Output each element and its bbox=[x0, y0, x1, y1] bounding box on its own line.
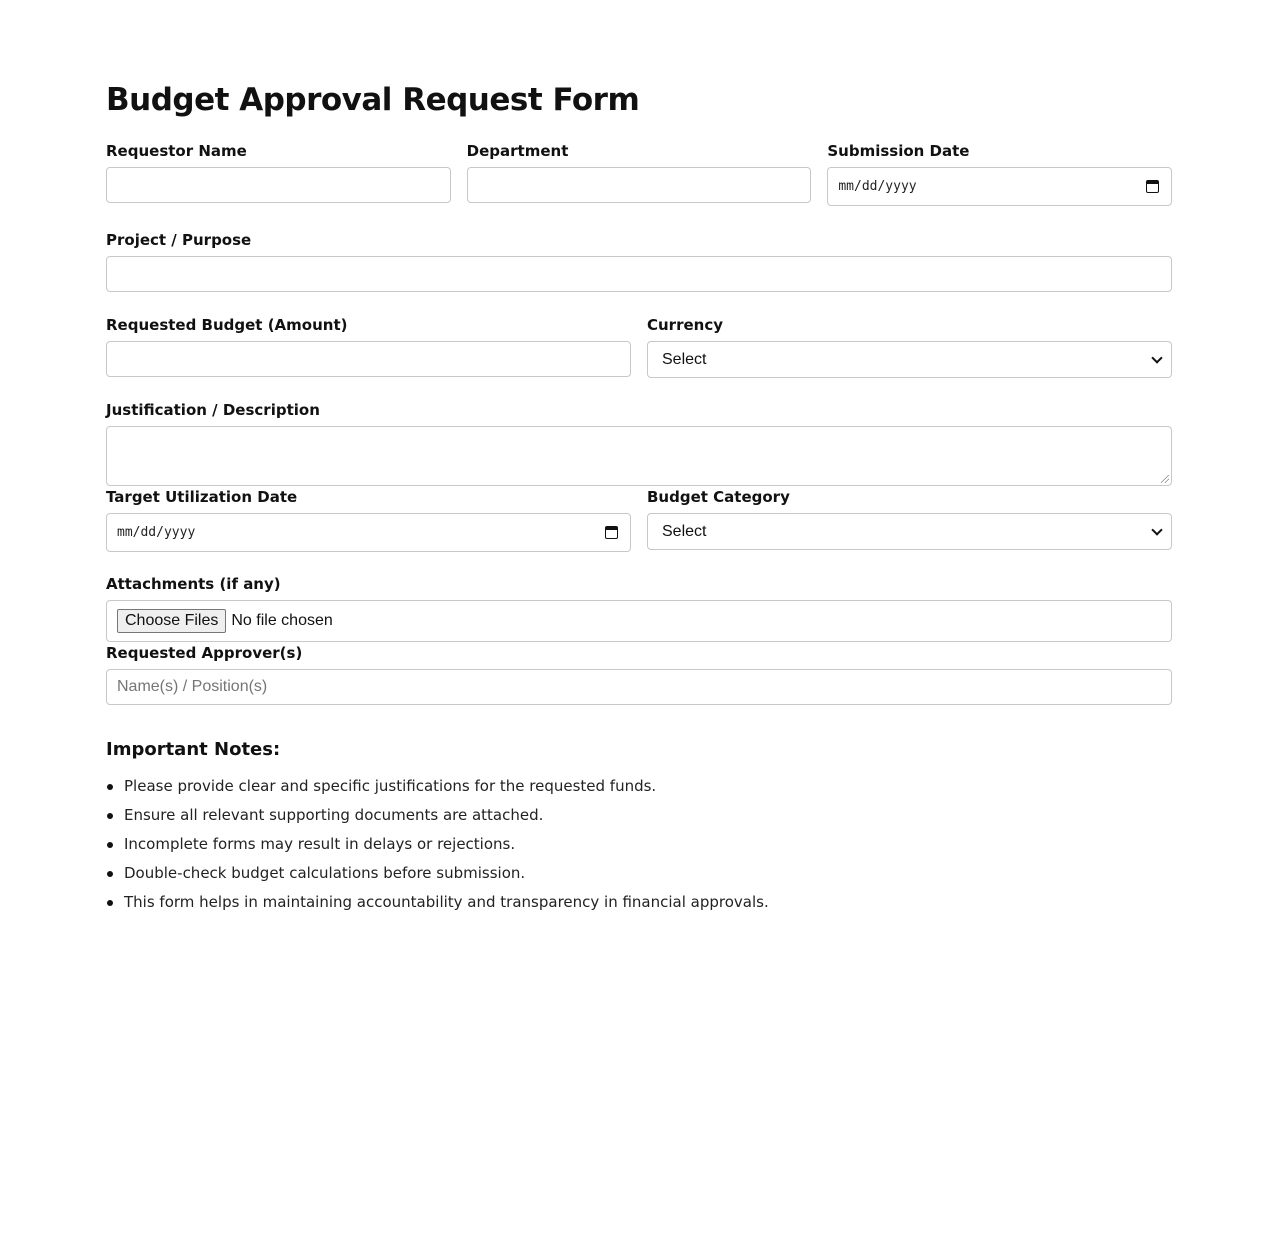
notes-section bbox=[106, 738, 1172, 917]
row-justification bbox=[106, 400, 1172, 486]
submission-date-label: Submission Date bbox=[827, 142, 970, 160]
list-item: This form helps in maintaining accountability and transparency in financial approvals. bbox=[106, 888, 1172, 917]
budget-approval-form bbox=[106, 80, 1172, 917]
target-date-value: mm/dd/yyyy bbox=[117, 525, 196, 540]
project-group bbox=[106, 230, 1172, 292]
budget-category-group bbox=[647, 487, 1172, 552]
budget-category-select[interactable] bbox=[647, 513, 1172, 550]
row-requestor-info bbox=[106, 141, 1172, 206]
department-group bbox=[467, 141, 812, 206]
project-label: Project / Purpose bbox=[106, 231, 252, 249]
attachments-label: Attachments (if any) bbox=[106, 575, 281, 593]
currency-label: Currency bbox=[647, 316, 724, 334]
row-attachments bbox=[106, 574, 1172, 642]
page-title: Budget Approval Request Form bbox=[106, 82, 640, 118]
currency-group bbox=[647, 315, 1172, 378]
budget-amount-group bbox=[106, 315, 631, 378]
currency-select[interactable] bbox=[647, 341, 1172, 378]
target-date-label: Target Utilization Date bbox=[106, 488, 298, 506]
target-date-input[interactable] bbox=[106, 513, 631, 552]
target-date-group bbox=[106, 487, 631, 552]
requestor-name-input[interactable] bbox=[106, 167, 451, 203]
attachments-group bbox=[106, 574, 1172, 642]
chevron-down-icon bbox=[1151, 524, 1162, 535]
submission-date-group bbox=[827, 141, 1172, 206]
currency-selected-value: Select bbox=[662, 350, 707, 368]
budget-amount-input[interactable] bbox=[106, 341, 631, 377]
row-budget bbox=[106, 315, 1172, 378]
notes-list bbox=[106, 772, 1172, 917]
justification-group bbox=[106, 400, 1172, 486]
list-item: Please provide clear and specific justifications for the requested funds. bbox=[106, 772, 1172, 801]
approvers-input[interactable] bbox=[106, 669, 1172, 705]
budget-category-selected-value: Select bbox=[662, 522, 707, 540]
list-item: Double-check budget calculations before submission. bbox=[106, 859, 1172, 888]
calendar-icon[interactable] bbox=[1146, 180, 1159, 193]
justification-label: Justification / Description bbox=[106, 401, 320, 419]
notes-heading: Important Notes: bbox=[106, 739, 281, 760]
justification-textarea[interactable] bbox=[106, 426, 1172, 486]
department-label: Department bbox=[466, 142, 569, 160]
approvers-label: Requested Approver(s) bbox=[106, 644, 303, 662]
chevron-down-icon bbox=[1151, 352, 1162, 363]
budget-category-label: Budget Category bbox=[647, 488, 790, 506]
row-project bbox=[106, 230, 1172, 292]
department-input[interactable] bbox=[467, 167, 812, 203]
list-item: Incomplete forms may result in delays or rejections. bbox=[106, 830, 1172, 859]
submission-date-input[interactable] bbox=[827, 167, 1172, 206]
project-input[interactable] bbox=[106, 256, 1172, 292]
file-status-text: No file chosen bbox=[231, 612, 333, 629]
row-approvers bbox=[106, 643, 1172, 705]
choose-files-button[interactable]: Choose Files bbox=[117, 609, 226, 633]
approvers-group bbox=[106, 643, 1172, 705]
row-target-category bbox=[106, 487, 1172, 552]
calendar-icon[interactable] bbox=[605, 526, 618, 539]
budget-amount-label: Requested Budget (Amount) bbox=[106, 316, 348, 334]
requestor-name-group bbox=[106, 141, 451, 206]
requestor-name-label: Requestor Name bbox=[106, 142, 247, 160]
approvers-placeholder: Name(s) / Position(s) bbox=[117, 678, 268, 695]
list-item: Ensure all relevant supporting documents are attached. bbox=[106, 801, 1172, 830]
resize-handle-icon[interactable] bbox=[1161, 475, 1169, 483]
submission-date-value: mm/dd/yyyy bbox=[838, 179, 917, 194]
attachments-file-input bbox=[106, 600, 1172, 642]
